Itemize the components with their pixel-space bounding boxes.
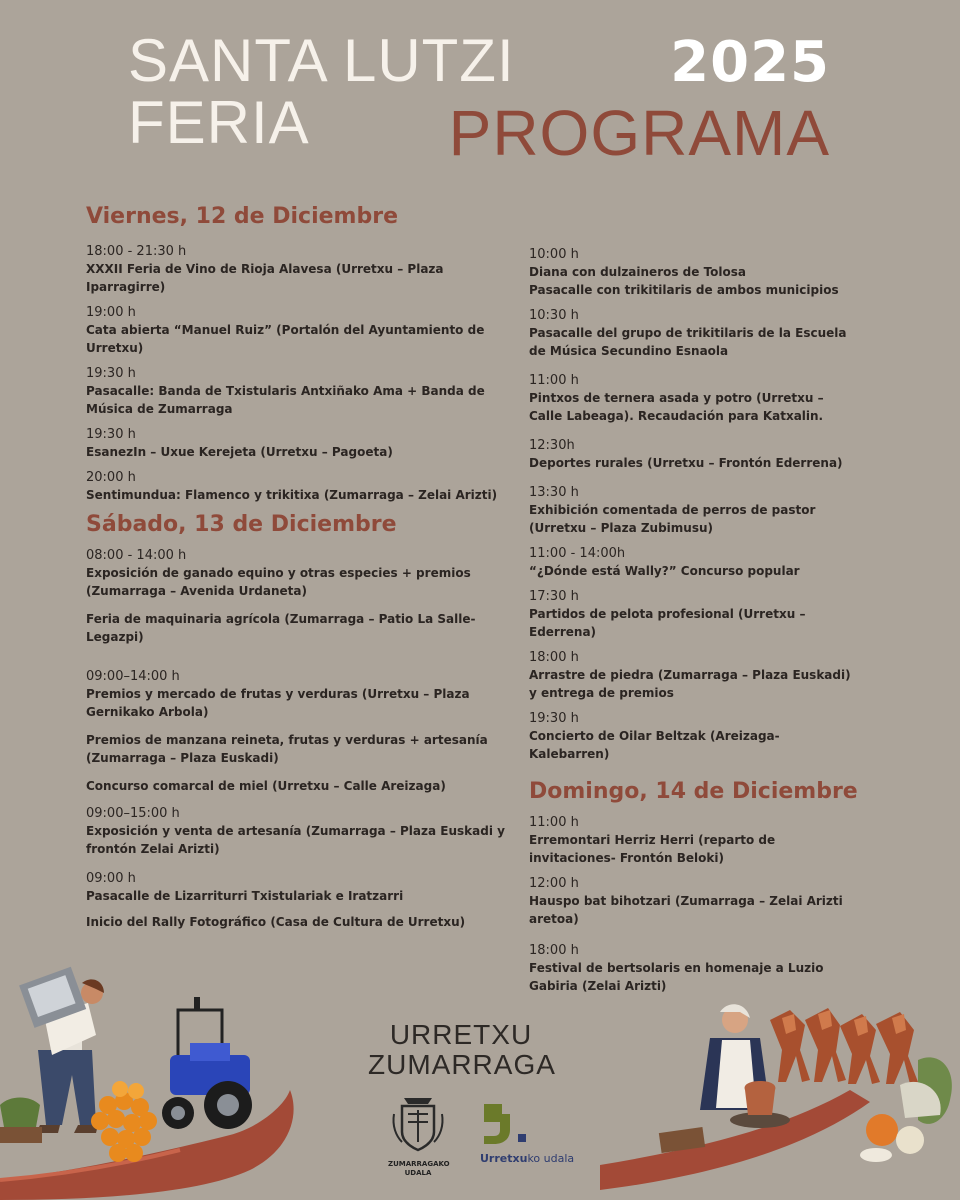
list-item: 19:30 h EsanezIn – Uxue Kerejeta (Urretxu – Pagoeta) xyxy=(86,427,393,459)
zumarraga-logo-line-1: ZUMARRAGAKO xyxy=(388,1160,450,1168)
list-item: 11:00 h Erremontari Herriz Herri (reparto de invitaciones- Frontón Beloki) xyxy=(529,815,776,865)
urretxu-logo-text: Urretxuko udala xyxy=(480,1152,575,1165)
saturday-events-continued xyxy=(529,246,859,763)
urretxu-logo-icon xyxy=(480,1100,530,1148)
brand-line-2: ZUMARRAGA xyxy=(368,1049,556,1080)
title-line-2: FERIA xyxy=(128,89,310,156)
list-item: 19:30 h Concierto de Oilar Beltzak (Areizaga-Kalebarren) xyxy=(529,711,780,761)
list-item: 11:00 h Pintxos de ternera asada y potro (Urretxu – Calle Labeaga). Recaudación para Katxalin. xyxy=(529,373,824,423)
urretxu-zumarraga-brand xyxy=(368,1020,554,1080)
day-heading-sunday: Domingo, 14 de Diciembre xyxy=(529,779,858,804)
list-item: Pasacalle con trikitilaris de ambos municipios xyxy=(529,283,839,297)
list-item: 12:00 h Hauspo bat bihotzari (Zumarraga – Zelai Arizti aretoa) xyxy=(529,876,843,926)
day-heading-friday: Viernes, 12 de Diciembre xyxy=(86,204,398,229)
saturday-events xyxy=(86,547,516,931)
list-item: 10:30 h Pasacalle del grupo de trikitilaris de la Escuela de Música Secundino Esnaola xyxy=(529,308,847,358)
list-item: 18:00 h Festival de bertsolaris en homenaje a Luzio Gabiria (Zelai Arizti) xyxy=(529,943,824,993)
list-item: 13:30 h Exhibición comentada de perros de pastor (Urretxu – Plaza Zubimusu) xyxy=(529,485,816,535)
list-item: 19:30 h Pasacalle: Banda de Txistularis Antxiñako Ama + Banda de Música de Zumarraga xyxy=(86,366,485,416)
list-item: Feria de maquinaria agrícola (Zumarraga – Patio La Salle-Legazpi) xyxy=(86,612,476,644)
right-column xyxy=(529,246,859,1003)
list-item: 09:00 h Pasacalle de Lizarriturri Txistulariak e Iratzarri xyxy=(86,871,404,903)
list-item: 17:30 h Partidos de pelota profesional (Urretxu – Ederrena) xyxy=(529,589,806,639)
zumarraga-logo-line-2: UDALA xyxy=(404,1169,432,1177)
brand-line-1: URRETXU xyxy=(389,1019,533,1050)
sunday-events xyxy=(529,814,859,995)
list-item: Concurso comarcal de miel (Urretxu – Calle Areizaga) xyxy=(86,779,446,793)
zumarraga-udala-logo xyxy=(388,1092,448,1178)
list-item: 10:00 h Diana con dulzaineros de Tolosa xyxy=(529,247,747,279)
coat-of-arms-icon xyxy=(388,1092,448,1156)
list-item: 09:00–15:00 h Exposición y venta de artesanía (Zumarraga – Plaza Euskadi y frontón Zelai Arizti) xyxy=(86,806,505,856)
day-heading-saturday: Sábado, 13 de Diciembre xyxy=(86,512,397,537)
friday-events xyxy=(86,243,516,504)
list-item: 08:00 - 14:00 h Exposición de ganado equino y otras especies + premios (Zumarraga – Avenida Urdaneta) xyxy=(86,548,471,598)
list-item: Premios de manzana reineta, frutas y verduras + artesanía (Zumarraga – Plaza Euskadi) xyxy=(86,733,488,765)
list-item: 18:00 - 21:30 h XXXII Feria de Vino de Rioja Alavesa (Urretxu – Plaza Iparragirre) xyxy=(86,244,444,294)
urretxu-udala-logo xyxy=(480,1100,590,1165)
crafts-and-horses-illustration xyxy=(600,990,960,1200)
list-item: 12:30h Deportes rurales (Urretxu – Frontón Ederrena) xyxy=(529,438,843,470)
list-item: 09:00–14:00 h Premios y mercado de frutas y verduras (Urretxu – Plaza Gernikako Arbola) xyxy=(86,669,470,719)
year: 2025 xyxy=(670,30,830,95)
list-item: 20:00 h Sentimundua: Flamenco y trikitixa (Zumarraga – Zelai Arizti) xyxy=(86,470,498,502)
left-column xyxy=(86,204,516,939)
list-item: Inicio del Rally Fotográfico (Casa de Cultura de Urretxu) xyxy=(86,915,466,929)
title-line-1: SANTA LUTZI xyxy=(128,27,515,94)
programa-heading: PROGRAMA xyxy=(448,97,830,169)
list-item: 11:00 - 14:00h “¿Dónde está Wally?” Concurso popular xyxy=(529,546,800,578)
list-item: 18:00 h Arrastre de piedra (Zumarraga – Plaza Euskadi) y entrega de premios xyxy=(529,650,851,700)
list-item: 19:00 h Cata abierta “Manuel Ruiz” (Portalón del Ayuntamiento de Urretxu) xyxy=(86,305,485,355)
market-illustration xyxy=(0,955,320,1200)
